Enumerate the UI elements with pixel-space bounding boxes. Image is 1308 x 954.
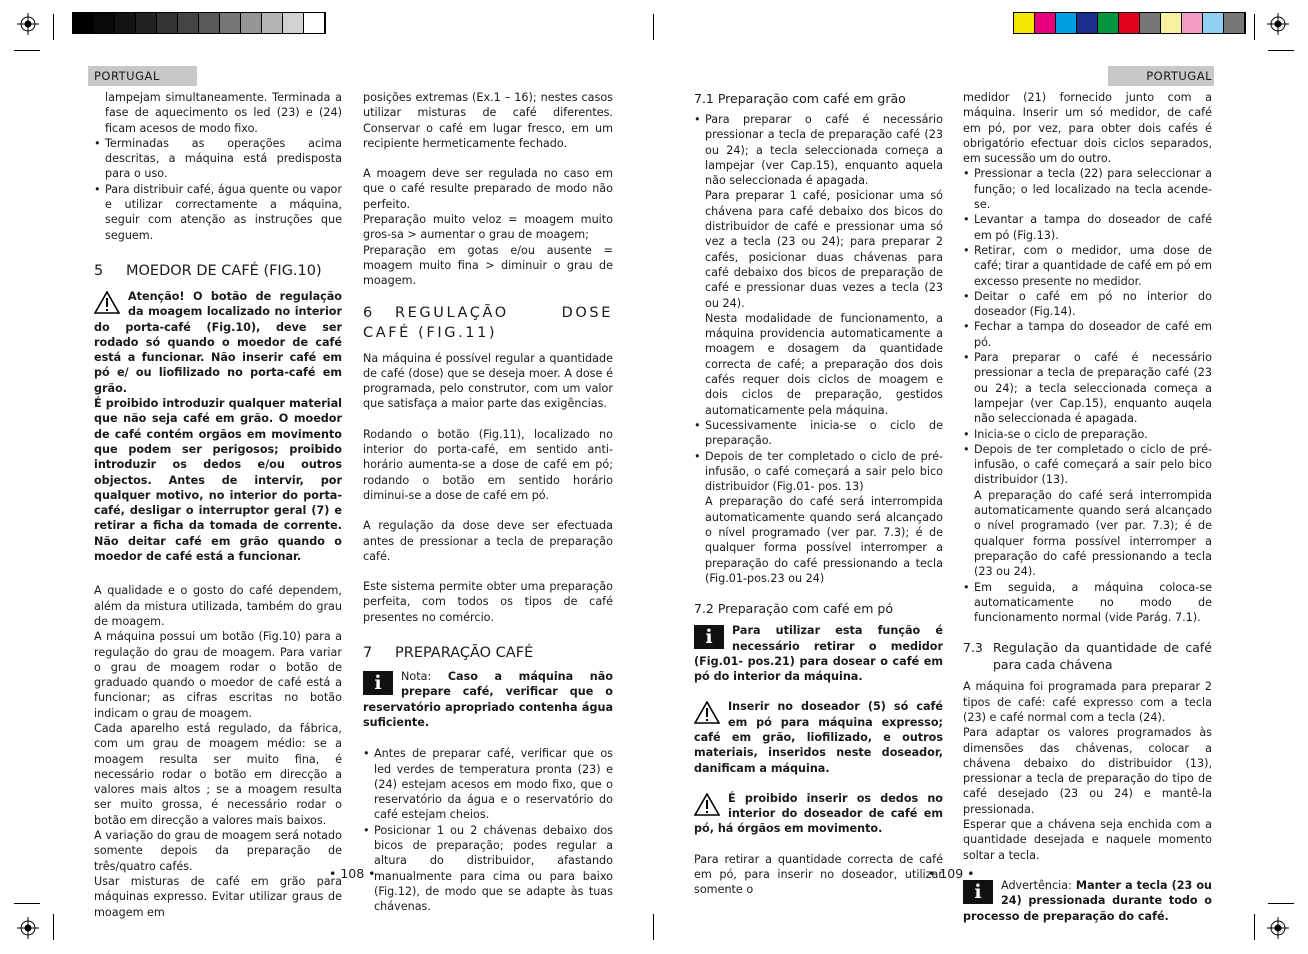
color-swatch bbox=[262, 13, 283, 33]
paragraph: A qualidade e o gosto do café dependem, além da mistura utilizada, também do grau de moagem. bbox=[94, 584, 342, 628]
paragraph: A preparação do café será interrompida automaticamente quando será alcançado o nível programado (ver par. 7.3); é de qualquer forma possível interromper a preparação do café pressionando a tecla (23 ou 24). bbox=[974, 488, 1212, 579]
warning-triangle-icon bbox=[694, 701, 720, 724]
color-swatch bbox=[115, 13, 136, 33]
crop-mark bbox=[653, 14, 654, 40]
paragraph: Preparação muito veloz = moagem muito gros-sa > aumentar o grau de moagem; bbox=[363, 213, 613, 242]
paragraph: Nesta modalidade de funcionamento, a máquina providencia automaticamente a moagem e dosagem da quantidade correcta de café; a preparação dos dois cafés requer dois ciclos de moagem e dois ciclos de preparação, gestidos automaticamente pela máquina. bbox=[705, 311, 943, 417]
grayscale-bar bbox=[72, 12, 326, 34]
crop-mark bbox=[14, 903, 40, 904]
color-swatch bbox=[241, 13, 262, 33]
subsection-heading-7-1: 7.1 Preparação com café em grão bbox=[694, 91, 906, 106]
registration-mark-top-left bbox=[17, 13, 39, 35]
info-note bbox=[694, 623, 943, 684]
section-title: PREPARAÇÃO CAFÉ bbox=[395, 645, 534, 662]
warning-triangle-icon bbox=[694, 793, 720, 816]
page-number-right: • 109 • bbox=[928, 866, 975, 881]
paragraph: Preparação em gotas e/ou ausente = moagem muito fina > diminuir o grau de moagem. bbox=[363, 243, 613, 288]
color-swatch bbox=[1161, 13, 1182, 33]
section-heading-7 bbox=[363, 643, 613, 663]
color-swatch bbox=[157, 13, 178, 33]
info-note bbox=[363, 669, 613, 730]
section-number: 7.3 bbox=[963, 640, 983, 656]
warning-note bbox=[94, 289, 342, 564]
color-swatch bbox=[220, 13, 241, 33]
paragraph: medidor (21) fornecido junto com a máquina. Inserir um só medidor, de café em pó, por vez, para obter dois cafés é obrigatório efectuar dois ciclos separados, em sucessão um do outro. bbox=[963, 91, 1212, 166]
warning-text: É proibido introduzir qualquer material que não seja café em grão. O moedor de café contém orgãos em movimento que podem ser perigosos; proibido introduzir os dedos e/ou outros objectos. Antes de intervir, por qualquer motivo, no interior do porta-café, desligar o interruptor geral (7) e retirar a ficha da tomada de corrente. Não deitar café em grão quando o moedor de café está a funcionar. bbox=[94, 397, 342, 564]
crop-mark bbox=[1268, 903, 1294, 904]
warning-note bbox=[694, 699, 943, 775]
paragraph: A preparação do café será interrompida automaticamente quando será alcançado o nível programado (ver par. 7.3); é de qualquer forma possível interromper a preparação do café pressionando a tecla (Fig.01-pos.23 ou 24) bbox=[705, 495, 943, 585]
column-3 bbox=[694, 90, 943, 898]
note-text: Manter a tecla (23 ou 24) pressionada durante todo o processo de preparação do café. bbox=[963, 878, 1212, 923]
bullet-item: • Em seguida, a máquina coloca-se automaticamente no modo de funcionamento normal (vide Parág. 7.1). bbox=[963, 580, 1212, 626]
bullet-item: • Depois de ter completado o ciclo de pré-infusão, o café começará a sair pelo bico distribuidor (13). bbox=[963, 442, 1212, 488]
column-1 bbox=[94, 90, 342, 920]
bullet-item: • Deitar o café em pó no interior do doseador (Fig.14). bbox=[963, 289, 1212, 320]
crop-mark bbox=[653, 914, 654, 940]
crop-mark bbox=[1254, 14, 1255, 40]
bullet-item: • Para distribuir café, água quente ou vapor e utilizar correctamente a máquina, seguir com atenção as instruções que seguem. bbox=[94, 182, 342, 243]
language-label: PORTUGAL bbox=[1146, 69, 1212, 83]
page-number-left: • 108 • bbox=[329, 866, 376, 881]
subsection-heading-7-2: 7.2 Preparação com café em pó bbox=[694, 601, 893, 617]
bullet-item: • Para preparar o café é necessário pressionar a tecla de preparação café (23 ou 24); a tecla seleccionada começa a lampejar (ver Cap.15), enquanto aquela não seleccionada é apagada. bbox=[694, 112, 943, 188]
language-tab-left bbox=[88, 66, 197, 86]
paragraph: lampejam simultaneamente. Terminada a fase de aquecimento os led (23) e (24) ficam acesos de modo fixo. bbox=[105, 91, 342, 135]
info-icon: i bbox=[363, 671, 393, 695]
color-swatch bbox=[1014, 13, 1035, 33]
bullet-item: • Fechar a tampa do doseador de café em pó. bbox=[963, 319, 1212, 350]
bullet-item: • Sucessivamente inicia-se o ciclo de preparação. bbox=[694, 418, 943, 449]
paragraph: Cada aparelho está regulado, da fábrica, com um grau de moagem médio: se a moagem resulta ser muito fina, é necessário rodar o botão em direcção a valores mais altos ; se a moagem resulta ser muito grossa, é necessário rodar o botão em direcção a valores mais baixos. bbox=[94, 721, 342, 827]
registration-mark-bottom-right bbox=[1267, 917, 1289, 939]
crop-mark bbox=[14, 50, 40, 51]
color-swatch bbox=[1077, 13, 1098, 33]
bullet-item: • Pressionar a tecla (22) para seleccionar a função; o led localizado na tecla acende-se. bbox=[963, 166, 1212, 212]
section-title: MOEDOR DE CAFÉ (FIG.10) bbox=[126, 262, 322, 279]
paragraph: posições extremas (Ex.1 – 16); nestes casos utilizar misturas de café diferentes. Conservar o café em lugar fresco, em um recipiente hermeticamente fechado. bbox=[363, 91, 613, 150]
section-number: 5 bbox=[94, 262, 104, 279]
paragraph: A máquina foi programada para preparar 2 tipos de café: café expresso com a tecla (23) e café normal com a tecla (24). bbox=[963, 680, 1212, 724]
color-swatch bbox=[73, 13, 94, 33]
paragraph: Este sistema permite obter uma preparação perfeita, com todos os tipos de café presentes no comércio. bbox=[363, 580, 613, 624]
warning-text: Atenção! O botão de regulação da moagem localizado no interior do porta-café (Fig.10), deve ser rodado só quando o moedor de café está a funcionar. Não inserir café em pó e/ ou liofilizado no porta-café em grão. bbox=[94, 289, 342, 395]
bullet-item: • Retirar, com o medidor, uma dose de café; tirar a quantidade de café em pó em excesso presente no medidor. bbox=[963, 243, 1212, 289]
paragraph: A moagem deve ser regulada no caso em que o café resulte preparado de modo não perfeito. bbox=[363, 167, 613, 211]
note-label: Nota: bbox=[401, 670, 432, 684]
color-swatch bbox=[1224, 13, 1245, 33]
info-note bbox=[963, 878, 1212, 924]
warning-note bbox=[694, 791, 943, 837]
section-heading-5 bbox=[94, 261, 342, 281]
language-label: PORTUGAL bbox=[94, 69, 160, 83]
color-swatch bbox=[1098, 13, 1119, 33]
paragraph: A regulação da dose deve ser efectuada antes de pressionar a tecla de preparação café. bbox=[363, 519, 613, 563]
crop-mark bbox=[1268, 50, 1294, 51]
color-swatch bbox=[199, 13, 220, 33]
registration-mark-bottom-left bbox=[17, 917, 39, 939]
color-swatch bbox=[283, 13, 304, 33]
paragraph: Para retirar a quantidade correcta de café em pó, para inserir no doseador, utilizar somente o bbox=[694, 852, 943, 897]
color-swatch bbox=[1203, 13, 1224, 33]
note-text: Para utilizar esta função é necessário retirar o medidor (Fig.01- pos.21) para dosear o café em pó do interior da máquina. bbox=[694, 624, 943, 684]
warning-text: Inserir no doseador (5) só café em pó para máquina expresso; café em grão, liofilizado, e outros materiais, inseridos neste doseador, danificam a máquina. bbox=[694, 700, 943, 775]
section-title: Regulação da quantidade de café para cada chávena bbox=[993, 640, 1212, 673]
language-tab-right bbox=[1108, 66, 1214, 86]
bullet-item: • Antes de preparar café, verificar que os led verdes de temperatura pronta (23) e (24) estejam acesos em modo fixo, que o reservatório da água e o reservatório do café estejam cheios. bbox=[363, 746, 613, 822]
crop-mark bbox=[53, 914, 54, 940]
info-icon: i bbox=[963, 880, 993, 904]
section-number: 6 bbox=[363, 304, 375, 321]
paragraph: Esperar que a chávena seja enchida com a quantidade desejada e naquele momento soltar a tecla. bbox=[963, 818, 1212, 862]
registration-mark-top-right bbox=[1267, 13, 1289, 35]
bullet-item: • Para preparar o café é necessário pressionar a tecla de preparação café (23 ou 24); a tecla seleccionada começa a lampejar (ver Cap.15), enquanto auqela não seleccionada é apagada. bbox=[963, 350, 1212, 426]
color-swatch bbox=[1119, 13, 1140, 33]
paragraph: A máquina possui um botão (Fig.10) para a regulação do grau de moagem. Para variar o grau de moagem rodar o botão de graduado quando o moedor de café está a funcionar; as cifras escritas no botão indicam o grau de moagem. bbox=[94, 630, 342, 720]
warning-text: É proibido inserir os dedos no interior do doseador de café em pó, há órgãos em movimento. bbox=[694, 791, 943, 836]
column-4 bbox=[963, 90, 1212, 924]
info-icon: i bbox=[694, 625, 724, 649]
bullet-item: • Levantar a tampa do doseador de café em pó (Fig.13). bbox=[963, 212, 1212, 243]
bullet-item: • Posicionar 1 ou 2 chávenas debaixo dos bicos de preparação; podes regular a altura do distribuidor, afastando manualmente para cima ou para baixo (Fig.12), de modo que se adapte às tuas chávenas. bbox=[363, 823, 613, 915]
crop-mark bbox=[1254, 914, 1255, 940]
paragraph: Rodando o botão (Fig.11), localizado no interior do porta-café, em sentido anti-horário aumenta-se a dose de café em pó; rodando o botão em sentido horário diminui-se a dose de café em pó. bbox=[363, 427, 613, 502]
color-swatch bbox=[1140, 13, 1161, 33]
warning-triangle-icon bbox=[94, 291, 120, 314]
bullet-item: • Terminadas as operações acima descritas, a máquina está predisposta para o uso. bbox=[94, 136, 342, 182]
note-label: Advertência: bbox=[1001, 878, 1072, 892]
color-swatch bbox=[304, 13, 325, 33]
crop-mark bbox=[53, 14, 54, 40]
paragraph: Na máquina é possível regular a quantidade de café (dose) que se deseja moer. A dose é programada, pelo construtor, com um valor que satisfaça a maior parte das exigências. bbox=[363, 351, 613, 411]
color-swatch bbox=[94, 13, 115, 33]
column-2 bbox=[363, 90, 613, 914]
paragraph: Usar misturas de café em grão para máquinas expresso. Evitar utilizar graus de moagem em bbox=[94, 874, 342, 919]
paragraph: A variação do grau de moagem será notado somente depois da preparação de três/quatro cafés. bbox=[94, 829, 342, 873]
section-title: REGULAÇÃO DOSE CAFÉ (FIG.11) bbox=[363, 304, 613, 341]
paragraph: Para adaptar os valores programados às dimensões das chávenas, colocar a chávena debaixo do distribuidor (13), pressionar a tecla de preparação do tipo de café desejado (23 ou 24) e mantê-la pressionada. bbox=[963, 726, 1212, 816]
color-bar bbox=[1013, 12, 1246, 34]
bullet-item: • Inicia-se o ciclo de preparação. bbox=[963, 427, 1212, 442]
section-heading-6 bbox=[363, 303, 613, 343]
color-swatch bbox=[1035, 13, 1056, 33]
bullet-item: • Depois de ter completado o ciclo de pré-infusão, o café começará a sair pelo bico distribuidor (Fig.01- pos. 13) bbox=[694, 449, 943, 495]
color-swatch bbox=[178, 13, 199, 33]
paragraph: Para preparar 1 café, posicionar uma só chávena para café debaixo dos bicos do distribuidor de café e pressionar uma só vez a tecla (23 ou 24); para preparar 2 cafés, posicionar duas chávenas para café debaixo dos bicos de preparação de café e pressionar duas vezes a tecla (23 ou 24). bbox=[705, 189, 943, 310]
color-swatch bbox=[1182, 13, 1203, 33]
subsection-heading-7-3 bbox=[963, 639, 1212, 673]
color-swatch bbox=[1056, 13, 1077, 33]
note-text: Caso a máquina não prepare café, verificar que o reservatório apropriado contenha água suficiente. bbox=[363, 670, 613, 729]
section-number: 7 bbox=[363, 645, 373, 662]
color-swatch bbox=[136, 13, 157, 33]
